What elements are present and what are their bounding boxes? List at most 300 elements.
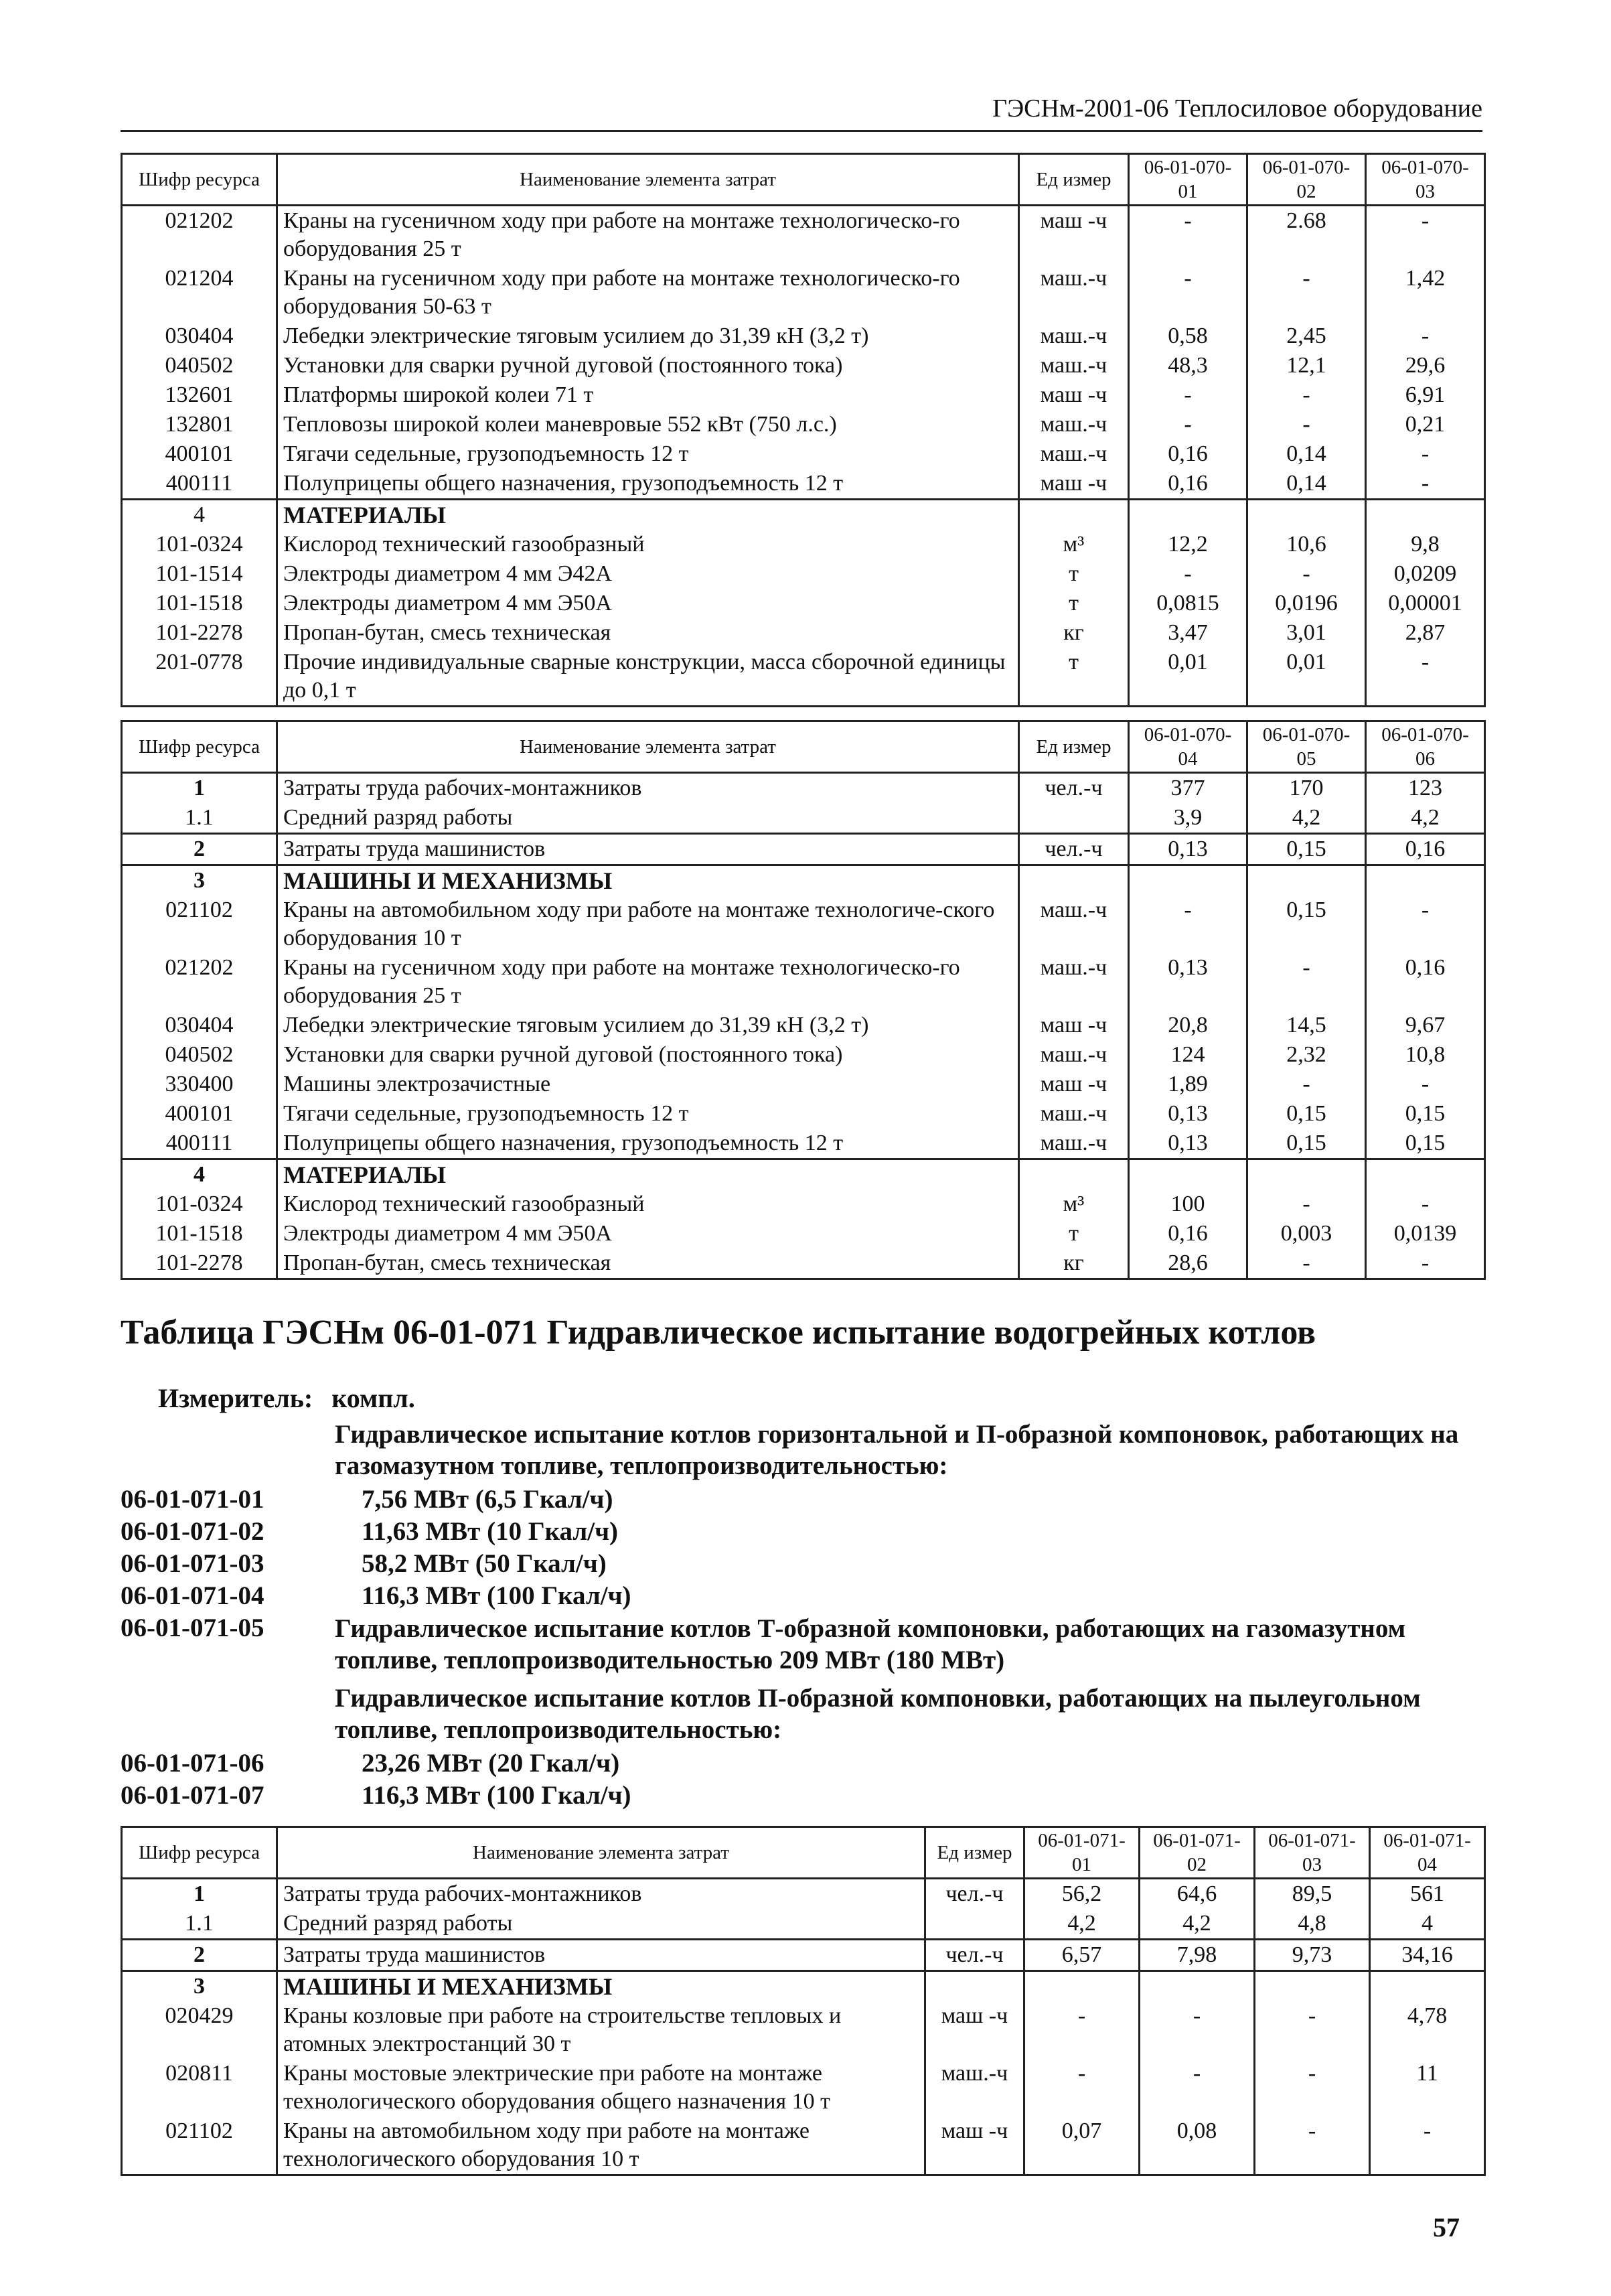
norm-value: - [1129, 559, 1247, 589]
item-code: 06-01-071-01 [121, 1485, 264, 1514]
resource-code: 2 [122, 1940, 277, 1971]
norm-value: - [1247, 380, 1366, 410]
cost-item-name: Затраты труда рабочих-монтажников [277, 1879, 925, 1910]
unit: маш.-ч [1019, 410, 1129, 439]
norm-value: - [1247, 410, 1366, 439]
norm-value: 0,15 [1247, 1129, 1366, 1159]
item-code: 06-01-071-03 [121, 1549, 264, 1578]
table-row [122, 1159, 1485, 1190]
norm-value: 2.68 [1247, 206, 1366, 265]
cost-item-name: МАТЕРИАЛЫ [277, 1159, 1019, 1190]
norm-value: 2,87 [1366, 618, 1485, 648]
table-row [122, 2059, 1485, 2116]
resource-code: 132801 [122, 410, 277, 439]
unit: маш.-ч [1019, 953, 1129, 1011]
norm-value: 170 [1247, 773, 1366, 804]
norm-value: 4,8 [1255, 1909, 1370, 1940]
unit: т [1019, 1219, 1129, 1248]
cost-item-name: Полуприцепы общего назначения, грузоподъемность 12 т [277, 469, 1019, 500]
norm-value: 2,45 [1247, 321, 1366, 351]
norm-value: 1,89 [1129, 1070, 1247, 1099]
resource-code: 101-0324 [122, 530, 277, 559]
resource-code: 040502 [122, 351, 277, 380]
resource-code: 400101 [122, 1099, 277, 1129]
norm-value [1366, 500, 1485, 530]
norm-value [1024, 1971, 1140, 2002]
unit: маш -ч [1019, 1070, 1129, 1099]
description-2: Гидравлическое испытание котлов П-образной компоновки, работающих на пылеугольном топливе, теплопроизводительностью: [335, 1684, 1421, 1744]
unit: маш.-ч [925, 2059, 1024, 2116]
resource-code: 101-1518 [122, 1219, 277, 1248]
norm-value: 123 [1366, 773, 1485, 804]
norm-value: 20,8 [1129, 1011, 1247, 1040]
meter-label: Измеритель: [158, 1383, 313, 1413]
table-row [122, 1879, 1485, 1910]
cost-item-name: Затраты труда машинистов [277, 834, 1019, 865]
cost-table-070-01-03 [121, 153, 1486, 707]
col-header-unit: Ед измер [1019, 154, 1129, 206]
resource-code: 101-1518 [122, 589, 277, 618]
cost-item-name: Полуприцепы общего назначения, грузоподъемность 12 т [277, 1129, 1019, 1159]
table-row [122, 895, 1485, 953]
table-row [122, 1190, 1485, 1219]
norm-value: - [1024, 2059, 1140, 2116]
norm-value: 0,58 [1129, 321, 1247, 351]
col-header-norm: 06-01-070-01 [1129, 154, 1247, 206]
norm-value [1247, 1159, 1366, 1190]
cost-item-name: Средний разряд работы [277, 1909, 925, 1940]
norm-value: 0,00001 [1366, 589, 1485, 618]
unit [1019, 1159, 1129, 1190]
resource-code: 400111 [122, 469, 277, 500]
table-row [122, 618, 1485, 648]
col-header-norm: 06-01-070-06 [1366, 721, 1485, 773]
unit [1019, 865, 1129, 896]
resource-code: 4 [122, 1159, 277, 1190]
resource-code: 101-2278 [122, 1248, 277, 1279]
norm-value: 0,13 [1129, 1099, 1247, 1129]
resource-code: 3 [122, 1971, 277, 2002]
norm-value: 0,15 [1247, 834, 1366, 865]
norm-value: - [1129, 206, 1247, 265]
table-header-row [122, 721, 1485, 773]
norm-value: - [1247, 1248, 1366, 1279]
norm-value: 2,32 [1247, 1040, 1366, 1070]
cost-item-name: МАШИНЫ И МЕХАНИЗМЫ [277, 865, 1019, 896]
norm-value: - [1247, 1070, 1366, 1099]
col-header-code: Шифр ресурса [122, 721, 277, 773]
norm-value: - [1024, 2001, 1140, 2059]
col-header-norm: 06-01-071-03 [1255, 1827, 1370, 1879]
norm-value: - [1255, 2116, 1370, 2175]
norm-value [1370, 1971, 1485, 2002]
norm-value: 0,16 [1129, 439, 1247, 469]
unit: чел.-ч [925, 1940, 1024, 1971]
norm-value: 0,0196 [1247, 589, 1366, 618]
cost-item-name: Краны на автомобильном ходу при работе на монтаже технологиче-ского оборудования 10 т [277, 895, 1019, 953]
norm-value: 12,1 [1247, 351, 1366, 380]
meter-line [158, 1382, 415, 1414]
cost-item-name: Установки для сварки ручной дуговой (постоянного тока) [277, 1040, 1019, 1070]
norm-value: - [1140, 2059, 1255, 2116]
norm-value [1129, 865, 1247, 896]
norm-value: 3,01 [1247, 618, 1366, 648]
norm-value: - [1370, 2116, 1485, 2175]
table-row [122, 439, 1485, 469]
norm-value: 0,003 [1247, 1219, 1366, 1248]
col-header-norm: 06-01-070-02 [1247, 154, 1366, 206]
norm-value: 4,2 [1366, 803, 1485, 834]
item-text: 11,63 МВт (10 Гкал/ч) [362, 1517, 619, 1546]
resource-code: 020429 [122, 2001, 277, 2059]
norm-value: 0,16 [1366, 953, 1485, 1011]
table-row [122, 1971, 1485, 2002]
unit: т [1019, 559, 1129, 589]
norm-value: - [1247, 1190, 1366, 1219]
cost-item-name: Краны на гусеничном ходу при работе на монтаже технологическо-го оборудования 25 т [277, 953, 1019, 1011]
item-text: 23,26 МВт (20 Гкал/ч) [362, 1749, 620, 1778]
col-header-unit: Ед измер [1019, 721, 1129, 773]
norm-value: 0,0209 [1366, 559, 1485, 589]
norm-value: - [1366, 1190, 1485, 1219]
section-title: Таблица ГЭСНм 06-01-071 Гидравлическое испытание водогрейных котлов [121, 1313, 1316, 1352]
norm-value: 29,6 [1366, 351, 1485, 380]
norm-value: - [1255, 2059, 1370, 2116]
norm-value: 0,01 [1247, 648, 1366, 707]
norm-value: 0,0139 [1366, 1219, 1485, 1248]
cost-item-name: Электроды диаметром 4 мм Э50А [277, 589, 1019, 618]
item-code: 06-01-071-02 [121, 1517, 264, 1546]
norm-value: 4,2 [1024, 1909, 1140, 1940]
norm-value [1247, 865, 1366, 896]
norm-value: 0,14 [1247, 439, 1366, 469]
norm-value: 0,15 [1366, 1099, 1485, 1129]
table-row [122, 773, 1485, 804]
norm-value: 0,13 [1129, 953, 1247, 1011]
unit: т [1019, 648, 1129, 707]
resource-code: 2 [122, 834, 277, 865]
unit: чел.-ч [1019, 773, 1129, 804]
norm-value: 0,15 [1366, 1129, 1485, 1159]
norm-value: 0,16 [1129, 469, 1247, 500]
cost-item-name: Краны на гусеничном ходу при работе на монтаже технологическо-го оборудования 25 т [277, 206, 1019, 265]
resource-code: 400101 [122, 439, 277, 469]
table-row [122, 648, 1485, 707]
norm-value: 3,47 [1129, 618, 1247, 648]
cost-item-name: Краны козловые при работе на строительстве тепловых и атомных электростанций 30 т [277, 2001, 925, 2059]
norm-value: - [1366, 648, 1485, 707]
item-code: 06-01-071-05 [121, 1613, 264, 1642]
norm-value: 34,16 [1370, 1940, 1485, 1971]
norm-value: 377 [1129, 773, 1247, 804]
norm-value: 12,2 [1129, 530, 1247, 559]
unit: маш.-ч [1019, 264, 1129, 321]
description-1: Гидравлическое испытание котлов горизонтальной и П-образной компоновок, работающих на газомазутном топливе, теплопроизводительностью: [335, 1420, 1459, 1480]
table-row [122, 834, 1485, 865]
resource-code: 101-1514 [122, 559, 277, 589]
norm-value: 561 [1370, 1879, 1485, 1910]
norm-value: - [1129, 380, 1247, 410]
norm-value [1140, 1971, 1255, 2002]
cost-item-name: Краны на гусеничном ходу при работе на монтаже технологическо-го оборудования 50-63 т [277, 264, 1019, 321]
resource-code: 021204 [122, 264, 277, 321]
unit: м³ [1019, 530, 1129, 559]
norm-value: 0,15 [1247, 895, 1366, 953]
norm-value: - [1129, 410, 1247, 439]
cost-item-name: Платформы широкой колеи 71 т [277, 380, 1019, 410]
norm-value: 28,6 [1129, 1248, 1247, 1279]
table-row [122, 559, 1485, 589]
page-number: 57 [1433, 2212, 1460, 2242]
norm-value: 56,2 [1024, 1879, 1140, 1910]
cost-item-name: Лебедки электрические тяговым усилием до 31,39 кН (3,2 т) [277, 1011, 1019, 1040]
table-row [122, 2116, 1485, 2175]
cost-item-name: Пропан-бутан, смесь техническая [277, 618, 1019, 648]
norm-value: 4 [1370, 1909, 1485, 1940]
table-row [122, 469, 1485, 500]
cost-item-name: Затраты труда машинистов [277, 1940, 925, 1971]
resource-code: 3 [122, 865, 277, 896]
norm-value: 0,15 [1247, 1099, 1366, 1129]
item-code: 06-01-071-07 [121, 1781, 264, 1810]
unit [1019, 803, 1129, 834]
norm-value: - [1366, 439, 1485, 469]
norm-value: 3,9 [1129, 803, 1247, 834]
col-header-norm: 06-01-070-04 [1129, 721, 1247, 773]
unit [925, 1909, 1024, 1940]
unit: маш -ч [1019, 469, 1129, 500]
unit: кг [1019, 618, 1129, 648]
resource-code: 030404 [122, 1011, 277, 1040]
cost-item-name: Электроды диаметром 4 мм Э42А [277, 559, 1019, 589]
norm-value: 4,2 [1140, 1909, 1255, 1940]
cost-item-name: Электроды диаметром 4 мм Э50А [277, 1219, 1019, 1248]
col-header-name: Наименование элемента затрат [277, 721, 1019, 773]
norm-value [1366, 1159, 1485, 1190]
norm-value: 0,16 [1366, 834, 1485, 865]
unit: маш.-ч [1019, 351, 1129, 380]
table-row [122, 351, 1485, 380]
norm-value: - [1247, 953, 1366, 1011]
cost-item-name: Средний разряд работы [277, 803, 1019, 834]
norm-value: 124 [1129, 1040, 1247, 1070]
unit: маш.-ч [1019, 321, 1129, 351]
resource-code: 330400 [122, 1070, 277, 1099]
item-text: 7,56 МВт (6,5 Гкал/ч) [362, 1485, 613, 1514]
cost-item-name: Тягачи седельные, грузоподъемность 12 т [277, 1099, 1019, 1129]
table-row [122, 589, 1485, 618]
resource-code: 400111 [122, 1129, 277, 1159]
cost-item-name: Тягачи седельные, грузоподъемность 12 т [277, 439, 1019, 469]
resource-code: 021102 [122, 895, 277, 953]
item-text: 116,3 МВт (100 Гкал/ч) [362, 1781, 631, 1810]
norm-value: 6,57 [1024, 1940, 1140, 1971]
norm-value: 0,07 [1024, 2116, 1140, 2175]
unit: маш -ч [925, 2116, 1024, 2175]
running-header: ГЭСНм-2001-06 Теплосиловое оборудование [121, 94, 1482, 132]
norm-value: - [1366, 206, 1485, 265]
norm-value: 0,13 [1129, 1129, 1247, 1159]
unit [925, 1971, 1024, 2002]
norm-value: 14,5 [1247, 1011, 1366, 1040]
unit: маш.-ч [1019, 439, 1129, 469]
norm-value: 100 [1129, 1190, 1247, 1219]
norm-value: - [1129, 895, 1247, 953]
unit: маш.-ч [1019, 1040, 1129, 1070]
col-header-name: Наименование элемента затрат [277, 1827, 925, 1879]
unit: чел.-ч [925, 1879, 1024, 1910]
norm-value: 9,67 [1366, 1011, 1485, 1040]
norm-value: - [1366, 469, 1485, 500]
norm-value: 10,6 [1247, 530, 1366, 559]
cost-item-name: Машины электрозачистные [277, 1070, 1019, 1099]
resource-code: 030404 [122, 321, 277, 351]
norm-value: - [1366, 1248, 1485, 1279]
unit: чел.-ч [1019, 834, 1129, 865]
cost-item-name: Прочие индивидуальные сварные конструкции, масса сборочной единицы до 0,1 т [277, 648, 1019, 707]
table-header-row [122, 154, 1485, 206]
unit: кг [1019, 1248, 1129, 1279]
resource-code: 101-2278 [122, 618, 277, 648]
item-code: 06-01-071-06 [121, 1749, 264, 1778]
resource-code: 021202 [122, 206, 277, 265]
norm-value: 11 [1370, 2059, 1485, 2116]
norm-value: - [1255, 2001, 1370, 2059]
resource-code: 4 [122, 500, 277, 530]
unit: маш.-ч [1019, 895, 1129, 953]
resource-code: 1.1 [122, 1909, 277, 1940]
norm-value: 4,2 [1247, 803, 1366, 834]
col-header-norm: 06-01-071-04 [1370, 1827, 1485, 1879]
item-text: Гидравлическое испытание котлов Т-образной компоновки, работающих на газомазутном топливе, теплопроизводительностью 209 МВт (180 МВт) [335, 1614, 1406, 1674]
cost-item-name: Кислород технический газообразный [277, 1190, 1019, 1219]
resource-code: 021102 [122, 2116, 277, 2175]
norm-value: 0,13 [1129, 834, 1247, 865]
cost-item-name: Краны мостовые электрические при работе на монтаже технологического оборудования общего назначения 10 т [277, 2059, 925, 2116]
resource-code: 1 [122, 773, 277, 804]
norm-value: 9,8 [1366, 530, 1485, 559]
cost-item-name: Кислород технический газообразный [277, 530, 1019, 559]
table-row [122, 1011, 1485, 1040]
table-row [122, 410, 1485, 439]
resource-code: 132601 [122, 380, 277, 410]
norm-value: 0,16 [1129, 1219, 1247, 1248]
norm-value [1247, 500, 1366, 530]
table-row [122, 2001, 1485, 2059]
cost-item-name: МАТЕРИАЛЫ [277, 500, 1019, 530]
item-text: 58,2 МВт (50 Гкал/ч) [362, 1549, 607, 1578]
norm-value: - [1129, 264, 1247, 321]
col-header-norm: 06-01-070-05 [1247, 721, 1366, 773]
table-row [122, 500, 1485, 530]
norm-value [1129, 500, 1247, 530]
col-header-norm: 06-01-071-01 [1024, 1827, 1140, 1879]
resource-code: 1 [122, 1879, 277, 1910]
norm-value: 10,8 [1366, 1040, 1485, 1070]
norm-value [1255, 1971, 1370, 2002]
norm-value: - [1140, 2001, 1255, 2059]
norm-value [1366, 865, 1485, 896]
table-row [122, 380, 1485, 410]
col-header-code: Шифр ресурса [122, 1827, 277, 1879]
norm-value: 0,14 [1247, 469, 1366, 500]
norm-value: 0,01 [1129, 648, 1247, 707]
unit: маш -ч [1019, 1011, 1129, 1040]
table-row [122, 1909, 1485, 1940]
cost-item-name: МАШИНЫ И МЕХАНИЗМЫ [277, 1971, 925, 2002]
norm-value: 89,5 [1255, 1879, 1370, 1910]
norm-value [1129, 1159, 1247, 1190]
unit: маш -ч [1019, 380, 1129, 410]
resource-code: 101-0324 [122, 1190, 277, 1219]
cost-item-name: Лебедки электрические тяговым усилием до 31,39 кН (3,2 т) [277, 321, 1019, 351]
table-header-row [122, 1827, 1485, 1879]
norm-value: 64,6 [1140, 1879, 1255, 1910]
norm-value: 48,3 [1129, 351, 1247, 380]
col-header-norm: 06-01-070-03 [1366, 154, 1485, 206]
table-row [122, 953, 1485, 1011]
cost-item-name: Затраты труда рабочих-монтажников [277, 773, 1019, 804]
norm-value: 1,42 [1366, 264, 1485, 321]
table-row [122, 803, 1485, 834]
unit: т [1019, 589, 1129, 618]
resource-code: 040502 [122, 1040, 277, 1070]
table-row [122, 264, 1485, 321]
norm-value: 0,21 [1366, 410, 1485, 439]
norm-value: - [1247, 559, 1366, 589]
resource-code: 1.1 [122, 803, 277, 834]
table-row [122, 206, 1485, 265]
table-row [122, 1070, 1485, 1099]
resource-code: 020811 [122, 2059, 277, 2116]
item-text: 116,3 МВт (100 Гкал/ч) [362, 1581, 631, 1610]
table-row [122, 1099, 1485, 1129]
norm-value: 9,73 [1255, 1940, 1370, 1971]
norm-value: 4,78 [1370, 2001, 1485, 2059]
table-row [122, 1040, 1485, 1070]
norm-value: 7,98 [1140, 1940, 1255, 1971]
resource-code: 201-0778 [122, 648, 277, 707]
cost-table-070-04-06 [121, 720, 1486, 1280]
meter-value: компл. [331, 1383, 415, 1413]
norm-value: 0,08 [1140, 2116, 1255, 2175]
norm-value: 0,0815 [1129, 589, 1247, 618]
table-row [122, 1940, 1485, 1971]
norm-value: - [1366, 1070, 1485, 1099]
table-row [122, 1129, 1485, 1159]
col-header-unit: Ед измер [925, 1827, 1024, 1879]
cost-item-name: Установки для сварки ручной дуговой (постоянного тока) [277, 351, 1019, 380]
col-header-code: Шифр ресурса [122, 154, 277, 206]
norm-value: - [1366, 895, 1485, 953]
table-row [122, 1219, 1485, 1248]
norm-value: - [1366, 321, 1485, 351]
resource-code: 021202 [122, 953, 277, 1011]
unit: маш -ч [925, 2001, 1024, 2059]
unit: м³ [1019, 1190, 1129, 1219]
norm-value: 6,91 [1366, 380, 1485, 410]
table-row [122, 865, 1485, 896]
item-code: 06-01-071-04 [121, 1581, 264, 1610]
cost-item-name: Пропан-бутан, смесь техническая [277, 1248, 1019, 1279]
cost-table-071 [121, 1826, 1486, 2176]
col-header-norm: 06-01-071-02 [1140, 1827, 1255, 1879]
norm-value: - [1247, 264, 1366, 321]
unit: маш -ч [1019, 206, 1129, 265]
table-row [122, 530, 1485, 559]
table-row [122, 1248, 1485, 1279]
cost-item-name: Тепловозы широкой колеи маневровые 552 кВт (750 л.с.) [277, 410, 1019, 439]
